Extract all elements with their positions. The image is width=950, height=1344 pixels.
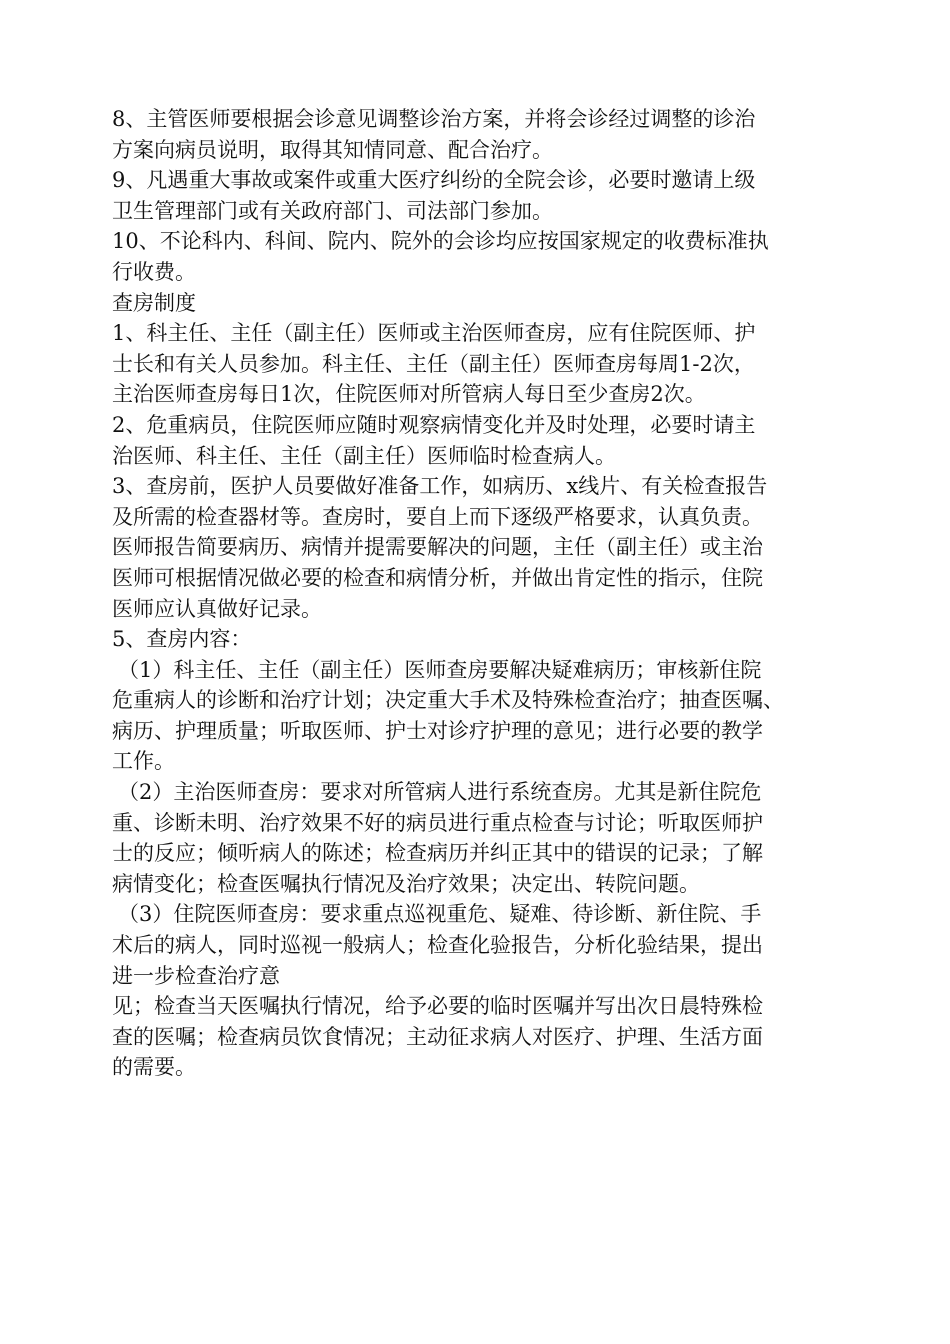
document-body: [112, 104, 852, 1083]
text-line: 见；检查当天医嘱执行情况，给予必要的临时医嘱并写出次日晨特殊检: [112, 994, 763, 1019]
text-line: 危重病人的诊断和治疗计划；决定重大手术及特殊检查治疗；抽查医嘱、: [112, 688, 784, 713]
text-line: 1、科主任、主任（副主任）医师或主治医师查房，应有住院医师、护: [112, 321, 756, 346]
text-line: 病历、护理质量；听取医师、护士对诊疗护理的意见；进行必要的教学: [112, 718, 763, 743]
text-line: 主治医师查房每日1次，住院医师对所管病人每日至少查房2次。: [112, 382, 706, 407]
text-line: 查房制度: [112, 290, 196, 315]
text-line: 进一步检查治疗意: [112, 963, 280, 988]
text-line: 工作。: [112, 749, 175, 774]
text-line: 5、查房内容：: [112, 627, 252, 652]
text-line: 医师报告简要病历、病情并提需要解决的问题，主任（副主任）或主治: [112, 535, 763, 560]
text-line: 治医师、科主任、主任（副主任）医师临时检查病人。: [112, 443, 616, 468]
text-line: 医师应认真做好记录。: [112, 596, 322, 621]
text-line: 3、查房前，医护人员要做好准备工作，如病历、x线片、有关检查报告: [112, 474, 768, 499]
text-line: 士长和有关人员参加。科主任、主任（副主任）医师查房每周1-2次，: [112, 351, 755, 376]
text-line: 查的医嘱；检查病员饮食情况；主动征求病人对医疗、护理、生活方面: [112, 1024, 763, 1049]
text-line: 士的反应；倾听病人的陈述；检查病历并纠正其中的错误的记录；了解: [112, 841, 763, 866]
text-line: 卫生管理部门或有关政府部门、司法部门参加。: [112, 198, 553, 223]
text-line: 10、不论科内、科间、院内、院外的会诊均应按国家规定的收费标准执: [112, 229, 769, 254]
text-line: 9、凡遇重大事故或案件或重大医疗纠纷的全院会诊，必要时邀请上级: [112, 168, 756, 193]
text-line: 2、危重病员，住院医师应随时观察病情变化并及时处理，必要时请主: [112, 412, 756, 437]
text-line: 方案向病员说明，取得其知情同意、配合治疗。: [112, 137, 553, 162]
text-line: （3）住院医师查房：要求重点巡视重危、疑难、待诊断、新住院、手: [118, 902, 762, 927]
text-line: （1）科主任、主任（副主任）医师查房要解决疑难病历；审核新住院: [118, 657, 762, 682]
text-line: 的需要。: [112, 1055, 196, 1080]
text-line: 及所需的检查器材等。查房时，要自上而下逐级严格要求，认真负责。: [112, 504, 763, 529]
text-line: 重、诊断未明、治疗效果不好的病员进行重点检查与讨论；听取医师护: [112, 810, 763, 835]
text-line: 8、主管医师要根据会诊意见调整诊治方案，并将会诊经过调整的诊治: [112, 107, 756, 131]
text-line: 行收费。: [112, 259, 196, 284]
text-line: （2）主治医师查房：要求对所管病人进行系统查房。尤其是新住院危: [118, 780, 762, 805]
text-line: 医师可根据情况做必要的检查和病情分析，并做出肯定性的指示，住院: [112, 565, 763, 590]
text-line: 病情变化；检查医嘱执行情况及治疗效果；决定出、转院问题。: [112, 871, 700, 896]
text-line: 术后的病人，同时巡视一般病人；检查化验报告，分析化验结果，提出: [112, 933, 763, 958]
